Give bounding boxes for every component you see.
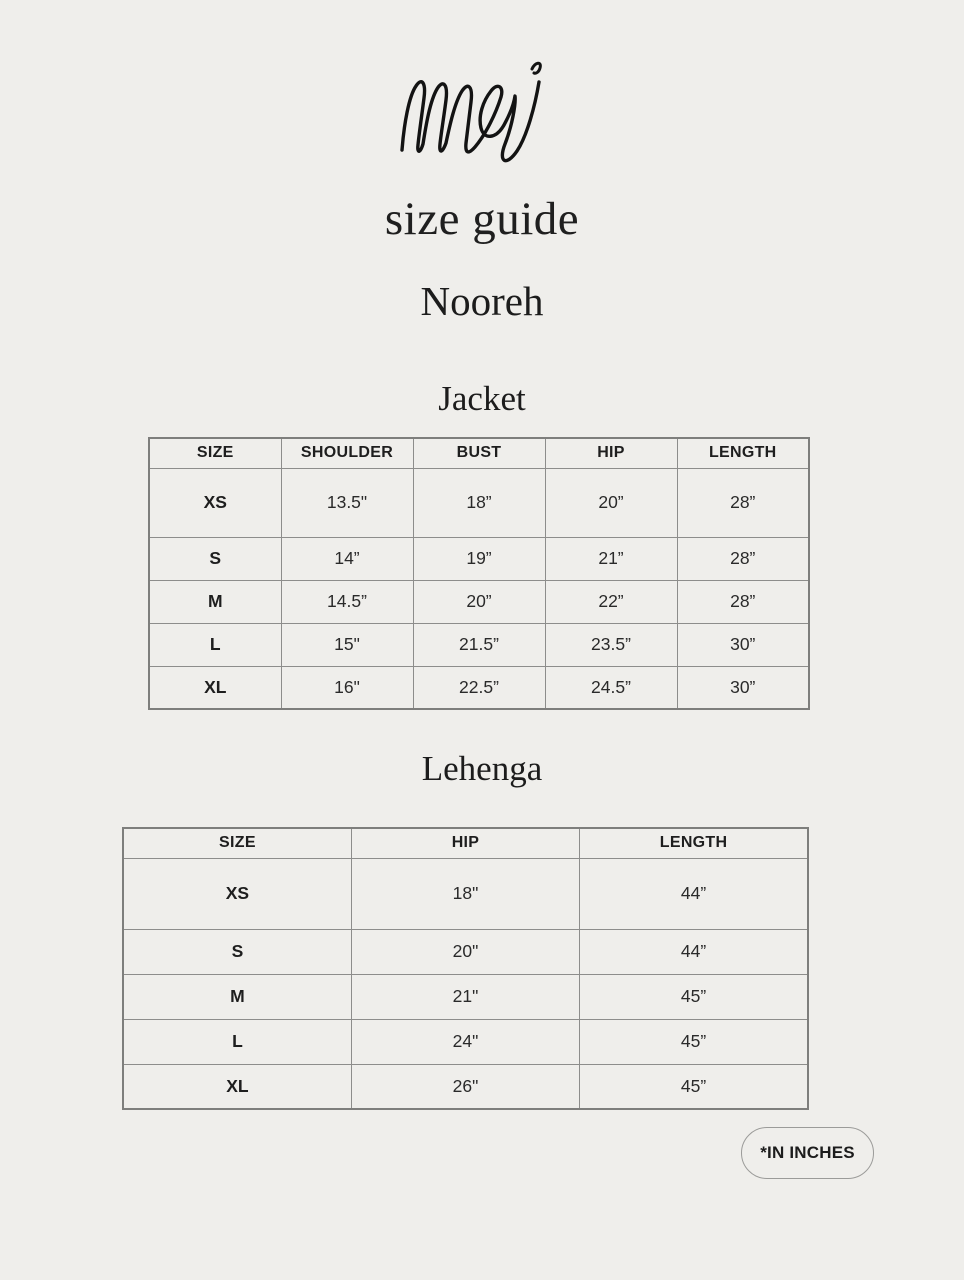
measurement-cell: 44”: [580, 858, 808, 929]
table-row: [123, 1019, 808, 1064]
column-header: SIZE: [149, 438, 281, 468]
size-cell: L: [149, 623, 281, 666]
mw-signature-icon: [388, 50, 548, 174]
inches-note-badge: *IN INCHES: [741, 1127, 874, 1179]
size-cell: S: [123, 929, 351, 974]
table-row: [123, 929, 808, 974]
measurement-cell: 18": [351, 858, 579, 929]
brand-signature-logo: [388, 50, 548, 174]
size-cell: S: [149, 537, 281, 580]
table-row: [149, 623, 809, 666]
table-row: [149, 666, 809, 709]
measurement-cell: 21": [351, 974, 579, 1019]
jacket-size-table: [148, 437, 810, 710]
measurement-cell: 21”: [545, 537, 677, 580]
size-cell: XS: [123, 858, 351, 929]
measurement-cell: 44”: [580, 929, 808, 974]
table-header-row: [123, 828, 808, 858]
measurement-cell: 28”: [677, 468, 809, 537]
column-header: BUST: [413, 438, 545, 468]
measurement-cell: 20": [351, 929, 579, 974]
product-name: Nooreh: [420, 278, 544, 324]
measurement-cell: 24.5”: [545, 666, 677, 709]
table-row: [149, 468, 809, 537]
table-row: [149, 580, 809, 623]
column-header: SHOULDER: [281, 438, 413, 468]
column-header: HIP: [351, 828, 579, 858]
measurement-cell: 45”: [580, 1019, 808, 1064]
page-title: size guide: [384, 193, 580, 245]
measurement-cell: 18”: [413, 468, 545, 537]
measurement-cell: 19”: [413, 537, 545, 580]
measurement-cell: 22”: [545, 580, 677, 623]
measurement-cell: 15": [281, 623, 413, 666]
size-cell: M: [123, 974, 351, 1019]
measurement-cell: 45”: [580, 974, 808, 1019]
measurement-cell: 14”: [281, 537, 413, 580]
size-cell: XL: [149, 666, 281, 709]
measurement-cell: 26": [351, 1064, 579, 1109]
measurement-cell: 14.5”: [281, 580, 413, 623]
measurement-cell: 16": [281, 666, 413, 709]
measurement-cell: 13.5": [281, 468, 413, 537]
size-cell: XS: [149, 468, 281, 537]
table-row: [123, 974, 808, 1019]
measurement-cell: 22.5”: [413, 666, 545, 709]
column-header: LENGTH: [580, 828, 808, 858]
section-title-jacket: Jacket: [438, 379, 526, 418]
size-cell: XL: [123, 1064, 351, 1109]
table-row: [123, 1064, 808, 1109]
measurement-cell: 23.5”: [545, 623, 677, 666]
column-header: LENGTH: [677, 438, 809, 468]
lehenga-size-table: [122, 827, 809, 1110]
section-title-lehenga: Lehenga: [421, 749, 543, 788]
size-cell: L: [123, 1019, 351, 1064]
measurement-cell: 45”: [580, 1064, 808, 1109]
column-header: HIP: [545, 438, 677, 468]
measurement-cell: 30”: [677, 623, 809, 666]
measurement-cell: 24": [351, 1019, 579, 1064]
measurement-cell: 21.5”: [413, 623, 545, 666]
table-row: [149, 537, 809, 580]
measurement-cell: 28”: [677, 580, 809, 623]
table-row: [123, 858, 808, 929]
table-header-row: [149, 438, 809, 468]
size-cell: M: [149, 580, 281, 623]
measurement-cell: 20”: [545, 468, 677, 537]
column-header: SIZE: [123, 828, 351, 858]
measurement-cell: 28”: [677, 537, 809, 580]
measurement-cell: 30”: [677, 666, 809, 709]
measurement-cell: 20”: [413, 580, 545, 623]
